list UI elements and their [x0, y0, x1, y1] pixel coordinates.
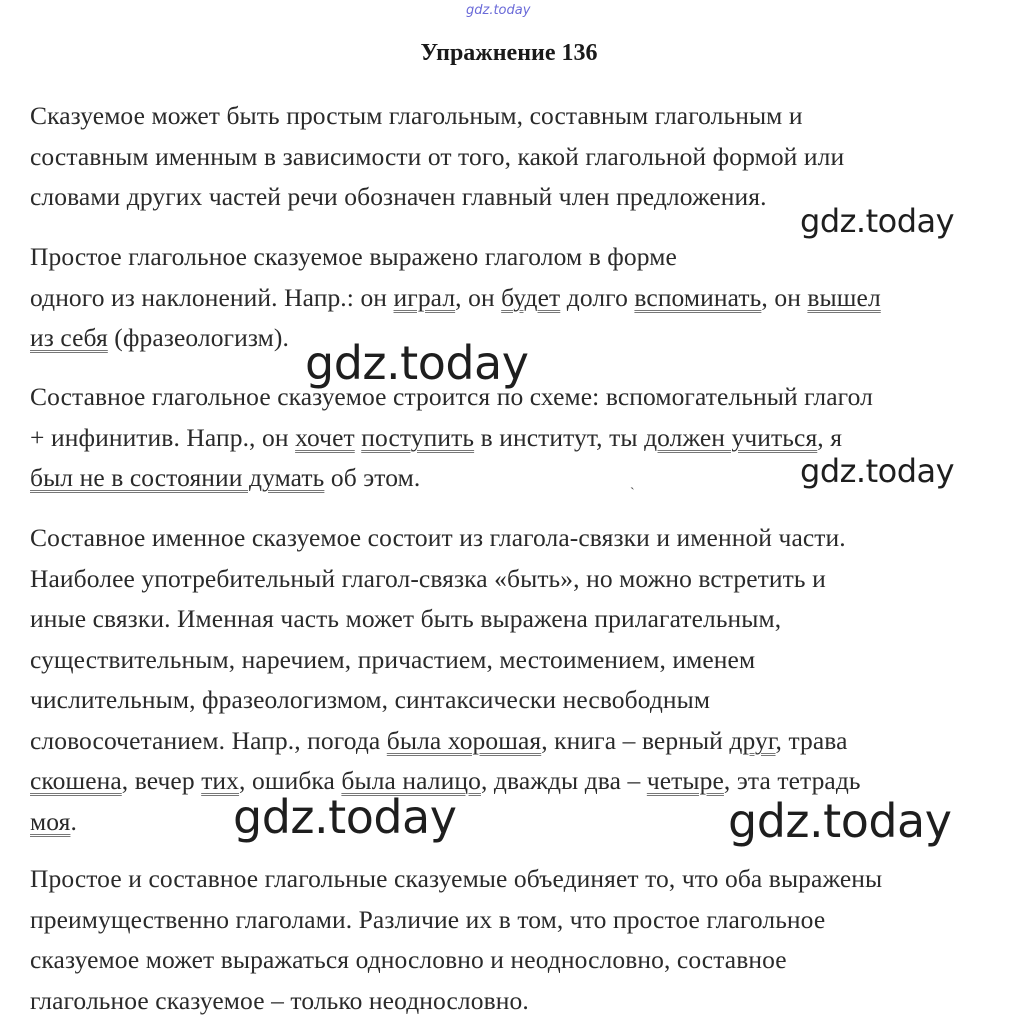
p5-line-4: глагольное сказуемое – только неоднословно.: [30, 985, 529, 1015]
predicate-underline: друг: [729, 725, 776, 755]
predicate-underline: должен учиться: [644, 422, 818, 452]
predicate-underline: вспоминать: [634, 282, 762, 312]
paragraph-5: [30, 859, 1005, 1021]
page-title: Упражнение 136: [420, 40, 598, 66]
p4-line-4: существительным, наречием, причастием, местоимением, именем: [30, 644, 756, 674]
predicate-underline: будет: [501, 282, 561, 312]
predicate-underline: тих: [201, 766, 240, 795]
predicate-underline: хочет: [295, 422, 355, 452]
p2-line-1: Простое глагольное сказуемое выражено глаголом в форме: [30, 242, 677, 271]
p4-line-7: скошена, вечер тих, ошибка была налицо, дважды два – четыре, эта тетрадь: [30, 766, 861, 795]
predicate-underline: была хорошая: [386, 725, 542, 755]
predicate-underline: поступить: [361, 422, 475, 452]
p3-line-2: + инфинитив. Напр., он хочет поступить в институт, ты должен учиться, я: [30, 422, 843, 452]
predicate-underline: скошена: [30, 766, 122, 795]
p5-line-3: сказуемое может выражаться однословно и неоднословно, составное: [30, 945, 787, 974]
watermark-top: gdz.today: [466, 3, 531, 18]
watermark: gdz.today: [800, 202, 955, 240]
watermark: gdz.today: [305, 336, 529, 390]
p3-line-3: был не в состоянии думать об этом.: [30, 463, 421, 492]
watermark: gdz.today: [800, 452, 955, 490]
watermark: gdz.today: [728, 794, 952, 848]
p4-line-8: моя.: [30, 806, 77, 836]
p4-line-2: Наиболее употребительный глагол-связка «быть», но можно встретить и: [30, 563, 826, 593]
predicate-underline: четыре: [646, 766, 724, 795]
predicate-underline: вышел: [807, 282, 881, 312]
predicate-underline: была налицо: [341, 766, 481, 795]
p5-line-2: преимущественно глаголами. Различие их в том, что простое глагольное: [30, 904, 826, 934]
p2-line-2: одного из наклонений. Напр.: он играл, он будет долго вспоминать, он вышел: [30, 282, 881, 312]
p5-line-1: Простое и составное глагольные сказуемые объединяет то, что оба выражены: [30, 864, 883, 893]
p4-line-6: словосочетанием. Напр., погода была хорошая, книга – верный друг, трава: [30, 725, 848, 755]
predicate-underline: был не в состоянии думать: [30, 463, 325, 492]
paragraph-1: [30, 96, 1005, 218]
p4-line-5: числительным, фразеологизмом, синтаксически несвободным: [30, 685, 711, 714]
predicate-underline: играл: [393, 282, 456, 312]
predicate-underline: моя: [30, 806, 71, 836]
p3-line-1: Составное глагольное сказуемое строится по схеме: вспомогательный глагол: [30, 382, 873, 411]
p4-line-3: иные связки. Именная часть может быть выражена прилагательным,: [30, 604, 782, 633]
p1-line-2: составным именным в зависимости от того, какой глагольной формой или: [30, 141, 845, 171]
watermark: gdz.today: [233, 790, 457, 844]
p1-line-1: Сказуемое может быть простым глагольным, составным глагольным и: [30, 101, 803, 130]
predicate-underline: из себя: [30, 323, 108, 352]
stray-mark: `: [630, 486, 635, 501]
p2-line-3: из себя (фразеологизм).: [30, 323, 289, 352]
p1-line-3: словами других частей речи обозначен главный член предложения.: [30, 182, 767, 211]
p4-line-1: Составное именное сказуемое состоит из глагола-связки и именной части.: [30, 523, 846, 552]
